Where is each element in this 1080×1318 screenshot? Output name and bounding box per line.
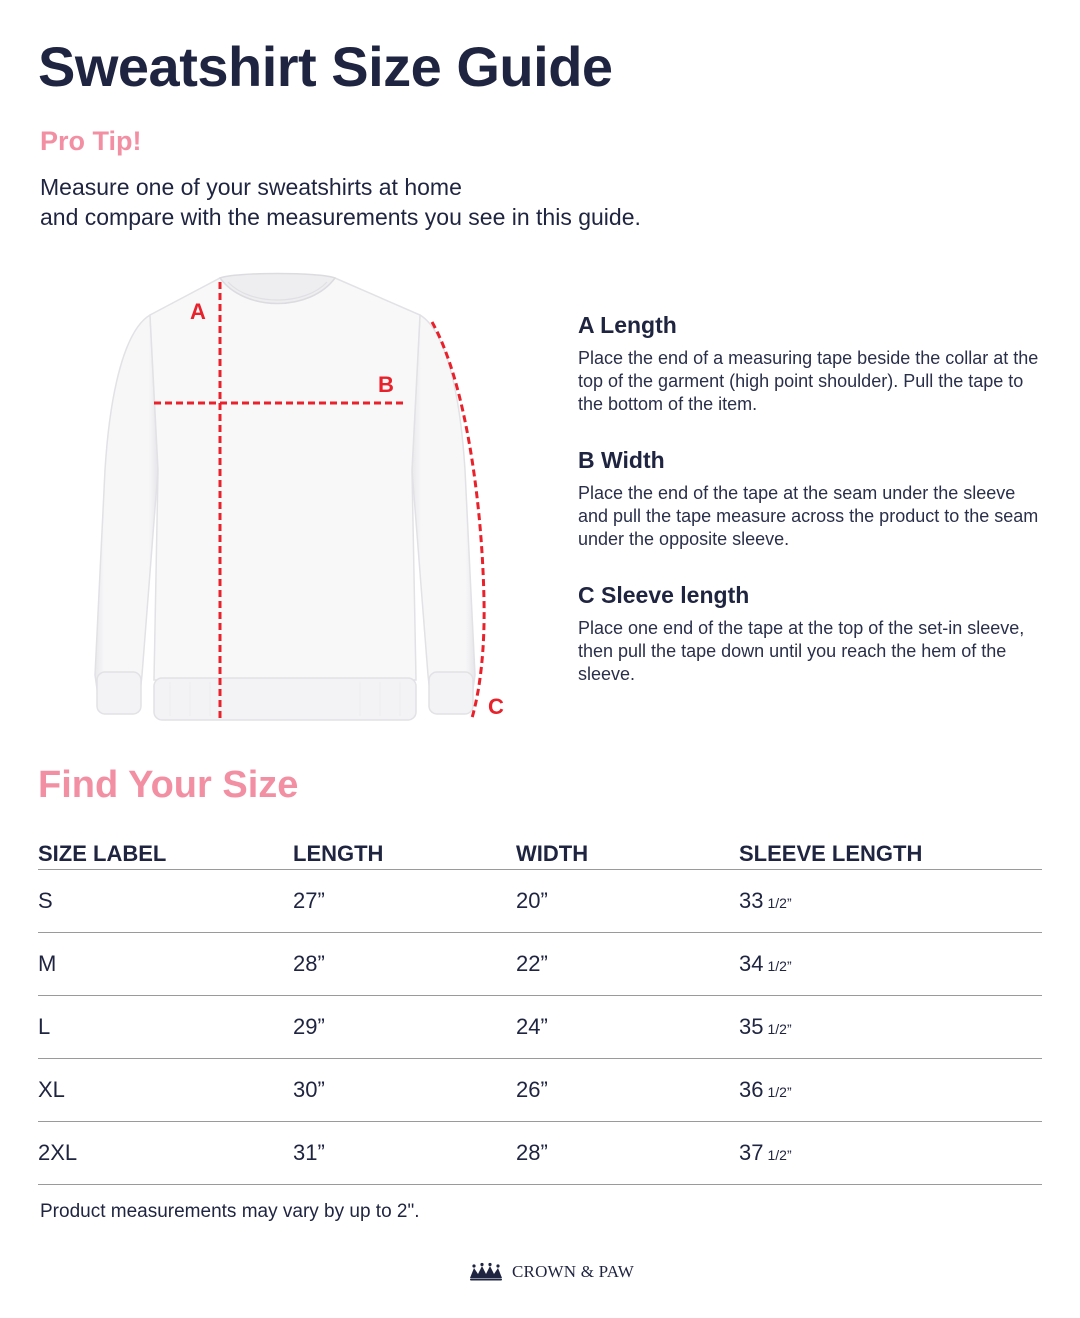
brand-name: CROWN & PAW [512,1262,635,1281]
sleeve-cell [739,1014,1039,1040]
table-row [38,1059,1042,1122]
width-cell: 26” [516,1077,548,1102]
right-sleeve [412,315,475,712]
pro-tip-line-1: Measure one of your sweatshirts at home [40,174,462,200]
measurement-heading: C Sleeve length [578,582,750,608]
sleeve-fraction: 1/2” [767,1021,792,1037]
width-cell: 22” [516,951,548,976]
sleeve-whole: 34 [739,951,764,976]
pro-tip-text [40,172,641,232]
sleeve-fraction: 1/2” [767,958,792,974]
sleeve-whole: 35 [739,1014,764,1039]
measurement-text: Place one end of the tape at the top of the set-in sleeve, then pull the tape down until you reach the hem of the sleeve. [578,618,1025,684]
measurement-heading: B Width [578,447,665,473]
column-header-sleeve: SLEEVE LENGTH [739,840,923,866]
column-header-length: LENGTH [293,840,384,866]
width-cell: 28” [516,1140,548,1165]
label-a: A [190,299,206,324]
length-cell: 28” [293,951,325,976]
pro-tip-line-2: and compare with the measurements you see in this guide. [40,204,641,230]
measurement-a [578,312,1048,416]
sleeve-cell [739,1077,1039,1103]
width-cell: 24” [516,1014,548,1039]
sweatshirt-body [150,278,420,680]
table-header [38,838,1042,870]
sleeve-whole: 37 [739,1140,764,1165]
label-b: B [378,372,394,397]
waistband [154,678,416,720]
find-your-size-heading: Find Your Size [38,764,299,806]
label-c: C [488,694,504,719]
brand-logo [466,1262,634,1282]
size-cell: XL [38,1077,65,1102]
measurement-text: Place the end of a measuring tape beside the collar at the top of the garment (high point shoulder). Pull the tape to the bottom of the item. [578,348,1039,414]
length-cell: 27” [293,888,325,913]
size-cell: M [38,951,57,976]
measurement-heading: A Length [578,312,677,338]
table-row [38,996,1042,1059]
size-cell: 2XL [38,1140,78,1165]
left-sleeve [95,315,158,712]
table-row [38,933,1042,996]
left-cuff [97,672,141,714]
sleeve-fraction: 1/2” [767,1084,792,1100]
sleeve-cell [739,1140,1039,1166]
sleeve-whole: 33 [739,888,764,913]
size-table [38,838,1042,1185]
right-cuff [429,672,473,714]
measurement-disclaimer: Product measurements may vary by up to 2". [40,1201,420,1222]
crown-paw-icon [466,1262,506,1282]
sleeve-whole: 36 [739,1077,764,1102]
sweatshirt-diagram [80,270,520,730]
length-cell: 29” [293,1014,325,1039]
page-title: Sweatshirt Size Guide [38,35,613,98]
width-cell: 20” [516,888,548,913]
size-cell: S [38,888,53,913]
sleeve-fraction: 1/2” [767,895,792,911]
table-row [38,870,1042,933]
size-cell: L [38,1014,51,1039]
measurement-c [578,582,1048,686]
sleeve-cell [739,951,1039,977]
table-row [38,1122,1042,1185]
measurement-text: Place the end of the tape at the seam under the sleeve and pull the tape measure across the product to the seam under the opposite sleeve. [578,483,1039,549]
column-header-width: WIDTH [516,840,589,866]
sleeve-fraction: 1/2” [767,1147,792,1163]
sleeve-cell [739,888,1039,914]
measurement-b [578,447,1048,551]
length-cell: 30” [293,1077,325,1102]
pro-tip-heading: Pro Tip! [40,126,142,156]
column-header-size: SIZE LABEL [38,840,167,866]
length-cell: 31” [293,1140,325,1165]
